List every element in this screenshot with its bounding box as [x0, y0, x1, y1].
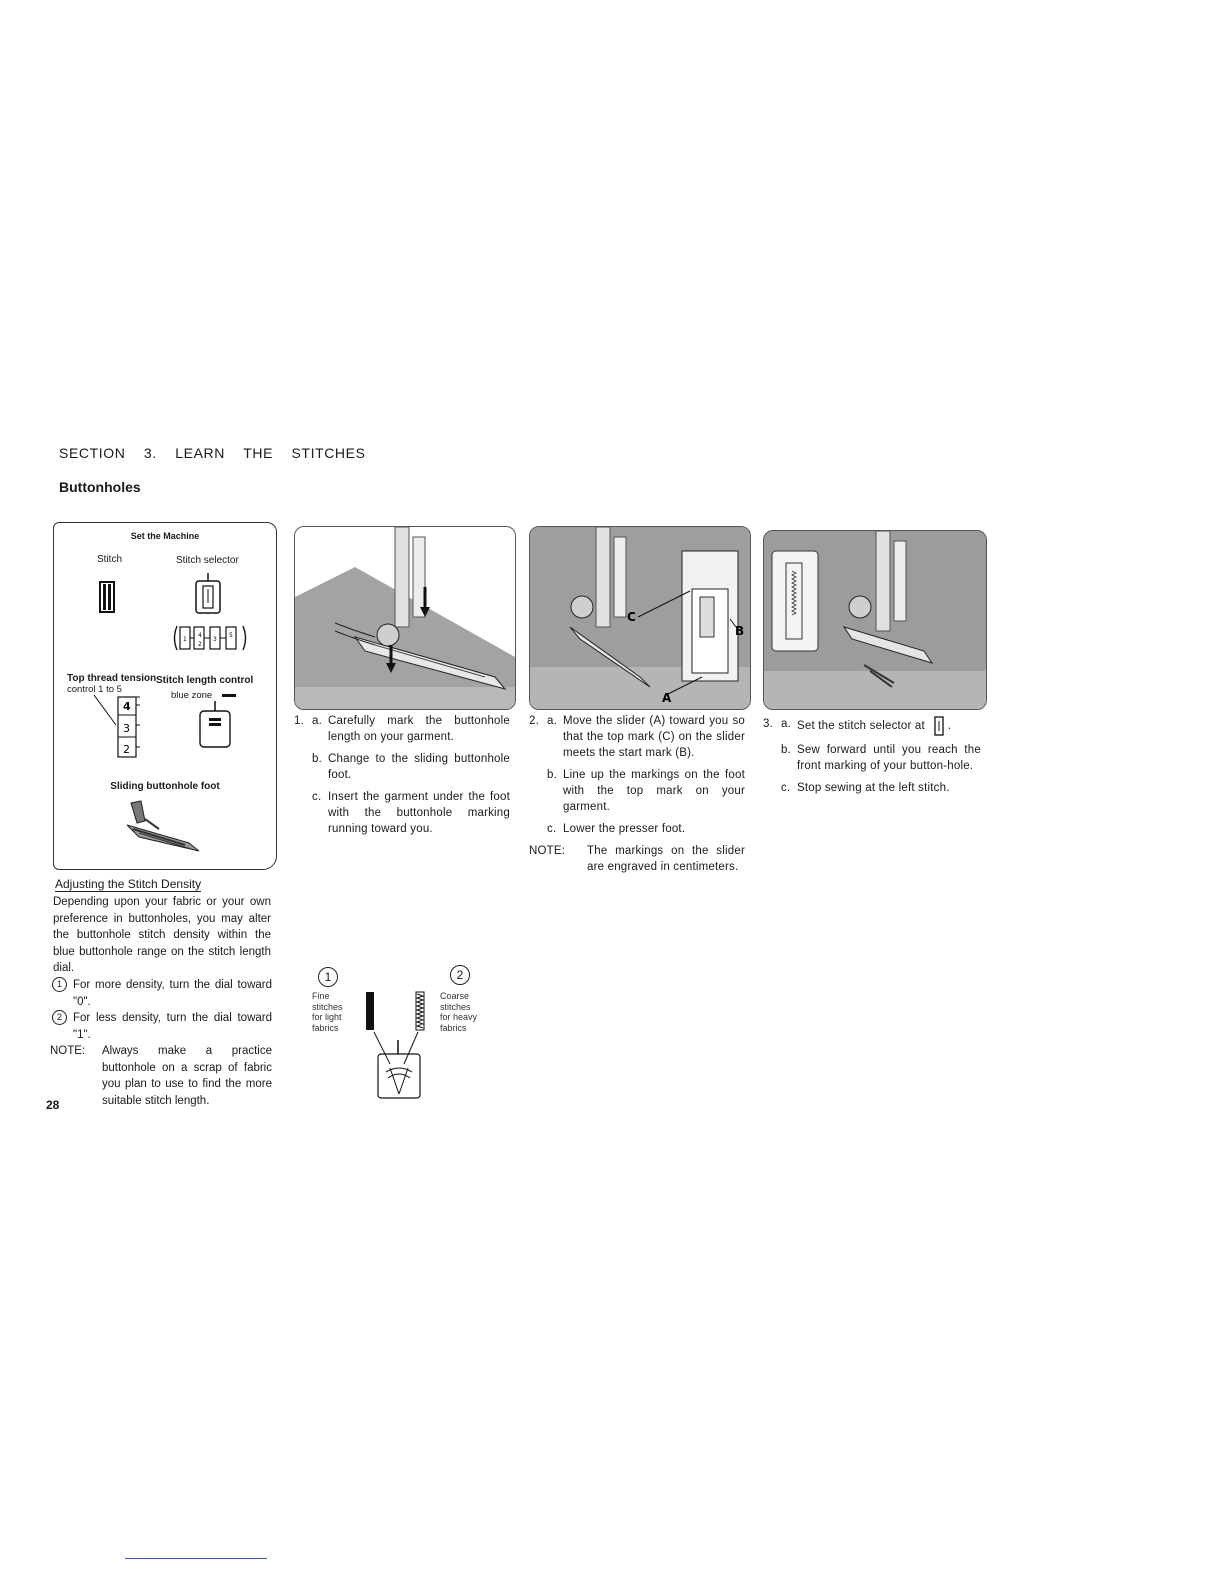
footer-rule [125, 1558, 267, 1559]
step-letter: c. [312, 791, 322, 803]
step-letter: b. [547, 769, 557, 781]
set-machine-title: Set the Machine [130, 531, 200, 541]
svg-text:2: 2 [198, 641, 202, 648]
page-number: 28 [46, 1098, 60, 1112]
step3-b: Sew forward until you reach the front marking of your button-hole. [797, 744, 981, 772]
stitch-selector-label: Stitch selector [176, 555, 239, 566]
svg-text:1: 1 [183, 636, 187, 643]
step1-instructions [294, 713, 510, 843]
selector-sequence-icon [171, 623, 249, 653]
tension-num: 4 [123, 700, 131, 713]
step-letter: b. [781, 744, 791, 756]
circled-number: 1 [52, 977, 67, 992]
step1-a: Carefully mark the buttonhole length on your garment. [328, 715, 510, 743]
density-list [50, 977, 272, 1109]
selector-position-icon [934, 716, 944, 736]
step2-instructions [529, 713, 745, 881]
step3-c: Stop sewing at the left stitch. [797, 782, 950, 794]
stitch-selector-icon [190, 573, 226, 617]
label-b: B [735, 624, 745, 638]
foot-insert-illustration [295, 527, 515, 709]
svg-text:4: 4 [198, 632, 202, 639]
stitch-label: Stitch [97, 554, 123, 565]
note-label: NOTE: [529, 845, 566, 857]
tension-num: 3 [123, 722, 130, 735]
step3-instructions: 3. a. Set the stitch selector at . b. Sew forward until you reach the front marking of your button-hole. c. Stop sewing at the left stitch. [763, 718, 981, 794]
sliding-foot-icon [119, 799, 207, 857]
tension-num: 2 [123, 743, 130, 756]
step2-a: Move the slider (A) toward you so that the top mark (C) on the slider meets the start mark (B). [563, 715, 745, 759]
step1-b: Change to the sliding buttonhole foot. [328, 753, 510, 781]
stitch-length-label: Stitch length control [156, 675, 254, 686]
step-letter: a. [312, 715, 322, 727]
label-c: C [627, 610, 636, 624]
foot-label: Sliding buttonhole foot [110, 781, 220, 792]
step-letter: c. [781, 782, 791, 794]
tension-dial-icon [92, 695, 140, 759]
svg-text:3: 3 [213, 636, 217, 643]
slider-alignment-illustration [530, 527, 750, 709]
step-number: 1. [294, 715, 304, 727]
coarse-stitches-label: Coarse stitches for heavy fabrics [440, 991, 478, 1033]
diagram-number-1: 1 [318, 967, 338, 987]
note-label: NOTE: [50, 1045, 86, 1057]
step2-c: Lower the presser foot. [563, 823, 686, 835]
diagram-number-2: 2 [450, 965, 470, 985]
step2-note: The markings on the slider are engraved in centimeters. [587, 845, 745, 873]
step3-a: Set the stitch selector at [797, 720, 925, 733]
step-letter: a. [781, 718, 791, 730]
step-letter: a. [547, 715, 557, 727]
tension-label: Top thread tension [67, 673, 157, 684]
sewing-forward-illustration [764, 531, 986, 709]
tension-range-label: control 1 to 5 [67, 684, 122, 695]
step1-c: Insert the garment under the foot with the buttonhole marking running toward you. [328, 791, 510, 835]
step-number: 3. [763, 718, 773, 730]
set-machine-panel [53, 522, 277, 870]
fine-stitches-label: Fine stitches for light fabrics [312, 991, 343, 1033]
step-letter: b. [312, 753, 322, 765]
density-item-2: For less density, turn the dial toward "1". [73, 1012, 272, 1041]
section-header: SECTION 3. LEARN THE STITCHES [59, 445, 366, 461]
blue-zone-label: blue zone [171, 690, 213, 701]
step3-photo [763, 530, 987, 710]
density-heading: Adjusting the Stitch Density [55, 877, 202, 891]
page-title: Buttonholes [59, 479, 141, 495]
label-a: A [662, 691, 672, 705]
density-item-1: For more density, turn the dial toward "0". [73, 979, 272, 1008]
blue-zone-icon [222, 693, 236, 699]
step2-photo [529, 526, 751, 710]
buttonhole-stitch-icon [99, 581, 115, 613]
circled-number: 2 [52, 1010, 67, 1025]
stitch-length-dial-icon [197, 701, 233, 751]
step1-photo [294, 526, 516, 710]
density-dial-diagram [360, 990, 440, 1102]
step2-b: Line up the markings on the foot with the top mark on your garment. [563, 769, 745, 813]
density-note: Always make a practice buttonhole on a scrap of fabric you plan to use to find the more suitable stitch length. [102, 1045, 272, 1107]
step-number: 2. [529, 715, 539, 727]
svg-text:5: 5 [229, 632, 233, 639]
step-letter: c. [547, 823, 557, 835]
density-paragraph: Depending upon your fabric or your own preference in buttonholes, you may alter the buttonhole stitch density within the blue buttonhole range on the stitch length dial. [53, 896, 271, 974]
